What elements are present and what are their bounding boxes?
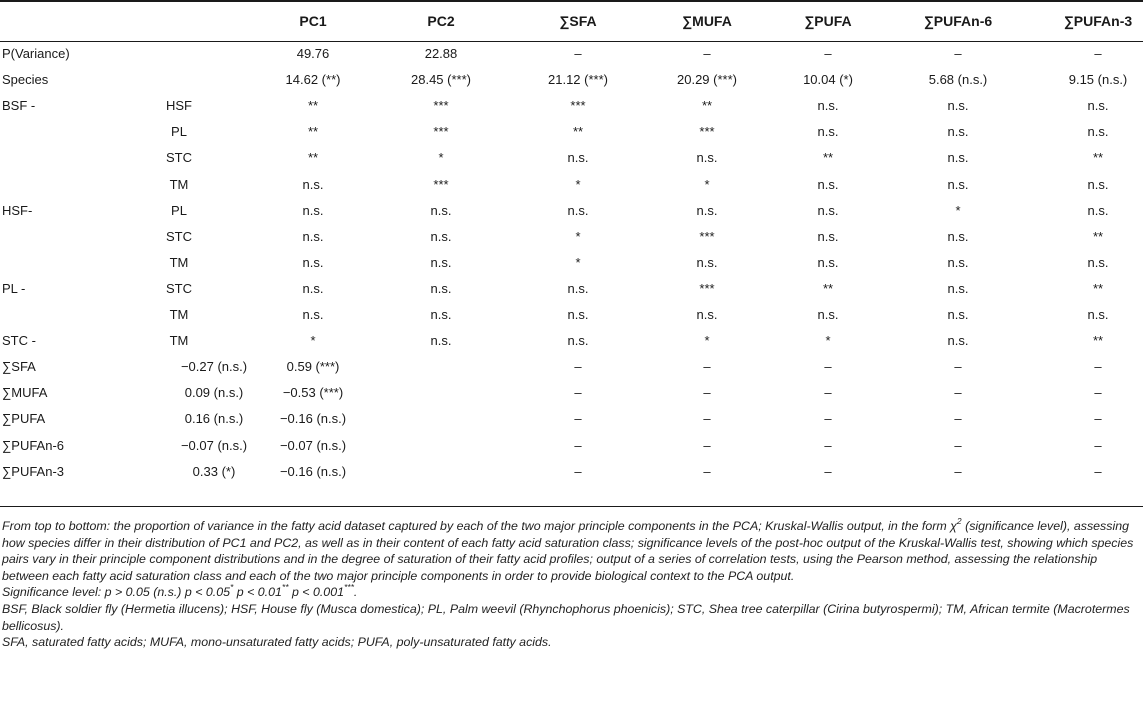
table-cell: – bbox=[703, 359, 711, 374]
row-label: BSF - bbox=[2, 98, 36, 113]
table-row bbox=[0, 119, 1143, 145]
table-cell: 9.15 (n.s.) bbox=[1068, 72, 1128, 87]
table-cell: 5.68 (n.s.) bbox=[928, 72, 988, 87]
table-cell: n.s. bbox=[947, 124, 969, 139]
row-label: ∑PUFAn-6 bbox=[2, 438, 65, 453]
table-cell: – bbox=[703, 385, 711, 400]
footnote-description bbox=[2, 515, 1140, 584]
footnote-superscript: *** bbox=[343, 582, 354, 593]
table-row bbox=[0, 93, 1143, 119]
row-sublabel: TM bbox=[169, 333, 189, 348]
column-header: ∑PUFA bbox=[804, 13, 852, 29]
table-cell: −0.53 (***) bbox=[282, 385, 344, 400]
row-sublabel: STC bbox=[166, 229, 192, 244]
table-cell: * bbox=[575, 229, 581, 244]
table-cell: n.s. bbox=[430, 307, 452, 322]
table-cell: 20.29 (***) bbox=[677, 72, 737, 87]
column-header: PC2 bbox=[427, 13, 455, 29]
table-cell: n.s. bbox=[1087, 307, 1109, 322]
row-label: PL - bbox=[2, 281, 26, 296]
footnote-text: . bbox=[353, 585, 358, 600]
table-cell: n.s. bbox=[430, 333, 452, 348]
table-cell: * bbox=[825, 333, 831, 348]
row-sublabel: PL bbox=[171, 203, 187, 218]
table-cell: n.s. bbox=[430, 281, 452, 296]
table-cell: ** bbox=[572, 124, 584, 139]
table-cell: n.s. bbox=[430, 203, 452, 218]
table-cell: n.s. bbox=[696, 150, 718, 165]
footnote-text: (significance level), assessing how species differ in their distribution of PC1 and PC2, as well as in their content of each fatty acid saturation class; significance levels of the post-hoc output of the Kruskal-Wallis test, showing which species pairs vary in their principle component distributions and in the degree of saturation of their fatty acid profiles; output of a series of correlation tests, using the Pearson method, assessing the relationship between each fatty acid saturation class and each of the two major principle components in order to provide biological context to the PCA output. bbox=[2, 519, 1134, 583]
table-cell: * bbox=[575, 255, 581, 270]
table-cell: n.s. bbox=[567, 333, 589, 348]
table-cell: n.s. bbox=[947, 281, 969, 296]
table-cell: – bbox=[1094, 411, 1102, 426]
footnote-superscript: 2 bbox=[956, 515, 962, 526]
table-cell: n.s. bbox=[430, 229, 452, 244]
table-cell: – bbox=[1094, 464, 1102, 479]
table-cell: * bbox=[955, 203, 961, 218]
table-cell: *** bbox=[699, 281, 715, 296]
table-cell: – bbox=[574, 46, 582, 61]
table-row bbox=[0, 250, 1143, 276]
table-cell: n.s. bbox=[817, 177, 839, 192]
row-sublabel: TM bbox=[169, 255, 189, 270]
table-cell: n.s. bbox=[817, 255, 839, 270]
table-cell: n.s. bbox=[947, 150, 969, 165]
table-cell: n.s. bbox=[302, 177, 324, 192]
table-cell: n.s. bbox=[947, 98, 969, 113]
table-top-rule bbox=[0, 0, 1143, 2]
table-cell: – bbox=[824, 359, 832, 374]
column-header: ∑PUFAn-3 bbox=[1063, 13, 1133, 29]
table-cell: – bbox=[574, 438, 582, 453]
table-row bbox=[0, 276, 1143, 302]
footnote-text: Significance level: p > 0.05 (n.s.) p < 0.05 bbox=[2, 585, 230, 600]
table-row bbox=[0, 302, 1143, 328]
row-label: Species bbox=[2, 72, 49, 87]
table-cell: – bbox=[703, 46, 711, 61]
table-cell: – bbox=[954, 359, 962, 374]
row-sublabel: TM bbox=[169, 177, 189, 192]
table-cell: n.s. bbox=[947, 255, 969, 270]
table-row bbox=[0, 459, 1143, 485]
table-footnotes bbox=[2, 515, 1140, 651]
table-cell: ** bbox=[1092, 281, 1104, 296]
footnote-species: BSF, Black soldier fly (Hermetia illucens); HSF, House fly (Musca domestica); PL, Palm weevil (Rhynchophorus phoenicis); STC, Shea tree caterpillar (Cirina butyrospermi); TM, African termite (Macrotermes bellicosus). bbox=[2, 601, 1130, 633]
table-cell: – bbox=[1094, 359, 1102, 374]
table-cell: n.s. bbox=[302, 281, 324, 296]
table-cell: n.s. bbox=[302, 307, 324, 322]
table-cell: ** bbox=[822, 150, 834, 165]
table-cell: – bbox=[824, 438, 832, 453]
footnote-text: p < 0.01 bbox=[233, 585, 282, 600]
footnote-abbreviations: SFA, saturated fatty acids; MUFA, mono-unsaturated fatty acids; PUFA, poly-unsaturated fatty acids. bbox=[2, 635, 552, 650]
table-cell: n.s. bbox=[302, 229, 324, 244]
table-cell: n.s. bbox=[302, 255, 324, 270]
table-cell: – bbox=[1094, 438, 1102, 453]
table-cell: * bbox=[310, 333, 316, 348]
table-cell: n.s. bbox=[696, 203, 718, 218]
table-cell: n.s. bbox=[567, 150, 589, 165]
table-cell: – bbox=[954, 438, 962, 453]
table-cell: n.s. bbox=[302, 203, 324, 218]
row-sublabel: STC bbox=[166, 150, 192, 165]
table-cell: * bbox=[575, 177, 581, 192]
column-header: ∑SFA bbox=[559, 13, 597, 29]
table-cell: 14.62 (**) bbox=[285, 72, 341, 87]
table-cell: – bbox=[954, 385, 962, 400]
table-row bbox=[0, 380, 1143, 406]
table-cell: – bbox=[824, 46, 832, 61]
table-cell: n.s. bbox=[817, 124, 839, 139]
row-sublabel: PL bbox=[171, 124, 187, 139]
table-cell: – bbox=[954, 46, 962, 61]
column-header: ∑MUFA bbox=[682, 13, 732, 29]
table-row bbox=[0, 198, 1143, 224]
table-cell: *** bbox=[699, 124, 715, 139]
footnote-text: From top to bottom: the proportion of variance in the fatty acid dataset captured by each of the two major principle components in the PCA; Kruskal-Wallis output, in the form χ bbox=[2, 519, 957, 533]
table-cell: n.s. bbox=[1087, 255, 1109, 270]
table-cell: 0.33 (*) bbox=[192, 464, 236, 479]
table-cell: – bbox=[954, 464, 962, 479]
table-cell: ** bbox=[307, 124, 319, 139]
table-cell: −0.07 (n.s.) bbox=[180, 438, 248, 453]
table-row bbox=[0, 328, 1143, 354]
row-sublabel: HSF bbox=[166, 98, 192, 113]
row-label: STC - bbox=[2, 333, 36, 348]
table-row bbox=[0, 145, 1143, 171]
footnote-superscript: * bbox=[230, 582, 234, 593]
table-cell: n.s. bbox=[947, 177, 969, 192]
footnote-superscript: ** bbox=[281, 582, 289, 593]
table-cell: −0.16 (n.s.) bbox=[279, 464, 347, 479]
table-cell: 49.76 bbox=[296, 46, 330, 61]
row-label: ∑PUFAn-3 bbox=[2, 464, 65, 479]
table-row bbox=[0, 224, 1143, 250]
table-cell: *** bbox=[570, 98, 586, 113]
table-cell: n.s. bbox=[817, 229, 839, 244]
table-header-row bbox=[0, 8, 1143, 34]
table-cell: – bbox=[574, 411, 582, 426]
footnote-significance bbox=[2, 584, 1140, 601]
table-cell: 28.45 (***) bbox=[411, 72, 471, 87]
table-cell: 0.09 (n.s.) bbox=[184, 385, 244, 400]
table-cell: n.s. bbox=[567, 281, 589, 296]
table-cell: *** bbox=[433, 124, 449, 139]
row-label: P(Variance) bbox=[2, 46, 70, 61]
row-sublabel: TM bbox=[169, 307, 189, 322]
table-cell: n.s. bbox=[947, 333, 969, 348]
table-cell: n.s. bbox=[817, 98, 839, 113]
table-cell: n.s. bbox=[817, 307, 839, 322]
table-cell: n.s. bbox=[696, 255, 718, 270]
table-cell: * bbox=[704, 333, 710, 348]
table-cell: – bbox=[703, 438, 711, 453]
table-cell: 0.16 (n.s.) bbox=[184, 411, 244, 426]
table-cell: ** bbox=[701, 98, 713, 113]
table-cell: n.s. bbox=[947, 229, 969, 244]
table-cell: n.s. bbox=[567, 203, 589, 218]
table-cell: – bbox=[1094, 46, 1102, 61]
table-cell: n.s. bbox=[1087, 124, 1109, 139]
column-header: PC1 bbox=[299, 13, 327, 29]
table-cell: – bbox=[574, 359, 582, 374]
table-cell: ** bbox=[307, 150, 319, 165]
table-cell: −0.27 (n.s.) bbox=[180, 359, 248, 374]
table-cell: −0.16 (n.s.) bbox=[279, 411, 347, 426]
table-cell: ** bbox=[822, 281, 834, 296]
table-cell: – bbox=[824, 411, 832, 426]
row-label: ∑SFA bbox=[2, 359, 36, 374]
table-cell: n.s. bbox=[1087, 98, 1109, 113]
table-cell: 10.04 (*) bbox=[803, 72, 853, 87]
table-cell: n.s. bbox=[947, 307, 969, 322]
row-label: HSF- bbox=[2, 203, 33, 218]
table-cell: ** bbox=[307, 98, 319, 113]
table-cell: *** bbox=[699, 229, 715, 244]
table-cell: n.s. bbox=[817, 203, 839, 218]
table-cell: −0.07 (n.s.) bbox=[279, 438, 347, 453]
table-cell: n.s. bbox=[696, 307, 718, 322]
table-bottom-rule bbox=[0, 506, 1143, 507]
table-cell: n.s. bbox=[430, 255, 452, 270]
table-cell: – bbox=[824, 385, 832, 400]
table-row bbox=[0, 433, 1143, 459]
table-cell: ** bbox=[1092, 229, 1104, 244]
table-cell: – bbox=[824, 464, 832, 479]
table-cell: 22.88 bbox=[424, 46, 458, 61]
table-row bbox=[0, 354, 1143, 380]
table-cell: * bbox=[438, 150, 444, 165]
footnote-text: p < 0.001 bbox=[288, 585, 344, 600]
row-label: ∑PUFA bbox=[2, 411, 46, 426]
table-cell: n.s. bbox=[1087, 203, 1109, 218]
table-cell: * bbox=[704, 177, 710, 192]
row-label: ∑MUFA bbox=[2, 385, 48, 400]
table-row bbox=[0, 41, 1143, 67]
table-cell: – bbox=[703, 411, 711, 426]
table-cell: – bbox=[574, 464, 582, 479]
row-sublabel: STC bbox=[166, 281, 192, 296]
table-cell: – bbox=[703, 464, 711, 479]
table-cell: 0.59 (***) bbox=[286, 359, 340, 374]
table-cell: – bbox=[954, 411, 962, 426]
column-header: ∑PUFAn-6 bbox=[923, 13, 993, 29]
table-cell: n.s. bbox=[567, 307, 589, 322]
table-row bbox=[0, 67, 1143, 93]
table-cell: – bbox=[574, 385, 582, 400]
table-row bbox=[0, 406, 1143, 432]
table-cell: n.s. bbox=[1087, 177, 1109, 192]
table-cell: ** bbox=[1092, 333, 1104, 348]
table-cell: ** bbox=[1092, 150, 1104, 165]
table-cell: *** bbox=[433, 98, 449, 113]
table-cell: – bbox=[1094, 385, 1102, 400]
table-row bbox=[0, 172, 1143, 198]
table-cell: 21.12 (***) bbox=[548, 72, 608, 87]
table-cell: *** bbox=[433, 177, 449, 192]
